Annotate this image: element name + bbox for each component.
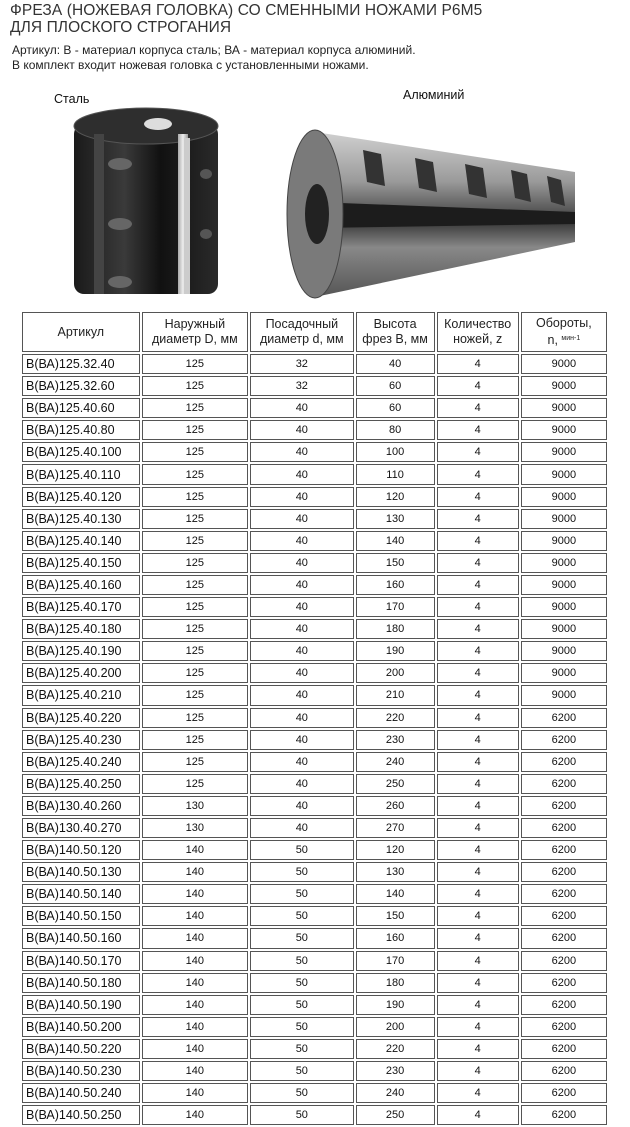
cell-rpm: 6200: [521, 1105, 607, 1125]
cell-knife-count: 4: [437, 796, 519, 816]
table-row: [22, 575, 607, 595]
cell-outer-diameter: 125: [142, 663, 248, 683]
cell-height: 190: [356, 641, 435, 661]
cell-height: 250: [356, 1105, 435, 1125]
table-row: [22, 531, 607, 551]
cell-article: В(ВА)125.40.210: [22, 685, 140, 705]
cell-rpm: 9000: [521, 619, 607, 639]
table-row: [22, 597, 607, 617]
cell-rpm: 6200: [521, 796, 607, 816]
table-row: [22, 840, 607, 860]
cell-outer-diameter: 140: [142, 906, 248, 926]
table-row: [22, 818, 607, 838]
cell-knife-count: 4: [437, 862, 519, 882]
cell-bore-diameter: 40: [250, 641, 353, 661]
cell-knife-count: 4: [437, 1017, 519, 1037]
cell-article: В(ВА)140.50.230: [22, 1061, 140, 1081]
cell-bore-diameter: 40: [250, 553, 353, 573]
cell-knife-count: 4: [437, 973, 519, 993]
cell-height: 180: [356, 973, 435, 993]
cell-rpm: 9000: [521, 575, 607, 595]
cell-rpm: 9000: [521, 464, 607, 484]
cell-rpm: 6200: [521, 995, 607, 1015]
cell-knife-count: 4: [437, 951, 519, 971]
cell-bore-diameter: 40: [250, 796, 353, 816]
cell-knife-count: 4: [437, 685, 519, 705]
cell-height: 100: [356, 442, 435, 462]
page-title: [10, 2, 625, 36]
cell-outer-diameter: 130: [142, 818, 248, 838]
header-bore-diameter: Посадочный диаметр d, мм: [250, 312, 353, 352]
header-rpm: Обороты, n, $^{мин-1}$: [521, 312, 607, 352]
cell-article: В(ВА)125.40.190: [22, 641, 140, 661]
cell-outer-diameter: 125: [142, 730, 248, 750]
cell-bore-diameter: 50: [250, 1105, 353, 1125]
cell-rpm: 9000: [521, 509, 607, 529]
cell-outer-diameter: 125: [142, 464, 248, 484]
cell-knife-count: 4: [437, 928, 519, 948]
cell-outer-diameter: 125: [142, 442, 248, 462]
cell-height: 250: [356, 774, 435, 794]
table-row: [22, 973, 607, 993]
cell-bore-diameter: 50: [250, 1061, 353, 1081]
cell-article: В(ВА)125.40.100: [22, 442, 140, 462]
cell-rpm: 9000: [521, 376, 607, 396]
cell-rpm: 6200: [521, 1017, 607, 1037]
description-line-1: Артикул: В - материал корпуса сталь; ВА - материал корпуса алюминий.: [12, 43, 416, 57]
cell-knife-count: 4: [437, 884, 519, 904]
cell-article: В(ВА)140.50.220: [22, 1039, 140, 1059]
cell-article: В(ВА)140.50.170: [22, 951, 140, 971]
cell-outer-diameter: 140: [142, 1039, 248, 1059]
cell-height: 170: [356, 951, 435, 971]
cell-knife-count: 4: [437, 509, 519, 529]
table-row: [22, 420, 607, 440]
cell-outer-diameter: 125: [142, 619, 248, 639]
table-row: [22, 398, 607, 418]
cell-bore-diameter: 40: [250, 420, 353, 440]
cell-knife-count: 4: [437, 420, 519, 440]
cell-knife-count: 4: [437, 398, 519, 418]
table-row: [22, 464, 607, 484]
cell-article: В(ВА)125.40.130: [22, 509, 140, 529]
cell-outer-diameter: 130: [142, 796, 248, 816]
aluminum-cutter-image: [285, 102, 590, 302]
cell-outer-diameter: 125: [142, 597, 248, 617]
table-row: [22, 1061, 607, 1081]
table-row: [22, 487, 607, 507]
cell-article: В(ВА)125.40.220: [22, 708, 140, 728]
title-line-1: ФРЕЗА (НОЖЕВАЯ ГОЛОВКА) СО СМЕННЫМИ НОЖАМИ Р6М5: [10, 2, 483, 19]
cell-outer-diameter: 140: [142, 1105, 248, 1125]
cell-bore-diameter: 40: [250, 575, 353, 595]
cell-article: В(ВА)125.40.240: [22, 752, 140, 772]
table-header-row: [22, 312, 607, 352]
table-row: [22, 354, 607, 374]
cell-bore-diameter: 40: [250, 685, 353, 705]
cell-knife-count: 4: [437, 1105, 519, 1125]
cell-article: В(ВА)140.50.130: [22, 862, 140, 882]
cell-outer-diameter: 125: [142, 685, 248, 705]
title-line-2: ДЛЯ ПЛОСКОГО СТРОГАНИЯ: [10, 19, 232, 36]
cell-knife-count: 4: [437, 840, 519, 860]
cell-outer-diameter: 140: [142, 951, 248, 971]
table-row: [22, 1017, 607, 1037]
cell-outer-diameter: 140: [142, 1061, 248, 1081]
cell-outer-diameter: 140: [142, 973, 248, 993]
cell-height: 190: [356, 995, 435, 1015]
cell-bore-diameter: 40: [250, 531, 353, 551]
cell-bore-diameter: 50: [250, 862, 353, 882]
cell-bore-diameter: 40: [250, 464, 353, 484]
cell-rpm: 6200: [521, 818, 607, 838]
cell-article: В(ВА)140.50.180: [22, 973, 140, 993]
cell-height: 270: [356, 818, 435, 838]
cell-height: 160: [356, 575, 435, 595]
cell-knife-count: 4: [437, 730, 519, 750]
cell-rpm: 9000: [521, 553, 607, 573]
cell-article: В(ВА)140.50.140: [22, 884, 140, 904]
cell-height: 200: [356, 663, 435, 683]
aluminum-caption: Алюминий: [403, 88, 465, 102]
cell-knife-count: 4: [437, 995, 519, 1015]
cell-article: В(ВА)125.40.110: [22, 464, 140, 484]
table-row: [22, 796, 607, 816]
cell-knife-count: 4: [437, 442, 519, 462]
cell-article: В(ВА)125.40.60: [22, 398, 140, 418]
cell-rpm: 6200: [521, 906, 607, 926]
cell-height: 80: [356, 420, 435, 440]
specs-table: [20, 310, 609, 1127]
cell-knife-count: 4: [437, 553, 519, 573]
table-row: [22, 951, 607, 971]
cell-outer-diameter: 125: [142, 752, 248, 772]
cell-height: 230: [356, 730, 435, 750]
cell-outer-diameter: 140: [142, 862, 248, 882]
cell-height: 140: [356, 884, 435, 904]
table-row: [22, 906, 607, 926]
cell-height: 60: [356, 398, 435, 418]
cell-outer-diameter: 140: [142, 928, 248, 948]
table-row: [22, 884, 607, 904]
cell-article: В(ВА)125.40.170: [22, 597, 140, 617]
cell-outer-diameter: 125: [142, 774, 248, 794]
cell-rpm: 9000: [521, 663, 607, 683]
cell-rpm: 6200: [521, 884, 607, 904]
cell-rpm: 9000: [521, 685, 607, 705]
cell-bore-diameter: 50: [250, 1039, 353, 1059]
cell-knife-count: 4: [437, 575, 519, 595]
cell-knife-count: 4: [437, 663, 519, 683]
cell-height: 120: [356, 840, 435, 860]
cell-article: В(ВА)125.40.230: [22, 730, 140, 750]
cell-outer-diameter: 125: [142, 509, 248, 529]
cell-knife-count: 4: [437, 464, 519, 484]
cell-knife-count: 4: [437, 619, 519, 639]
cell-rpm: 6200: [521, 752, 607, 772]
cell-rpm: 6200: [521, 862, 607, 882]
cell-height: 230: [356, 1061, 435, 1081]
cell-height: 40: [356, 354, 435, 374]
table-row: [22, 442, 607, 462]
header-height: Высота фрез B, мм: [356, 312, 435, 352]
cell-rpm: 9000: [521, 398, 607, 418]
cell-height: 210: [356, 685, 435, 705]
cell-rpm: 6200: [521, 951, 607, 971]
cell-bore-diameter: 40: [250, 730, 353, 750]
cell-knife-count: 4: [437, 597, 519, 617]
cell-height: 220: [356, 708, 435, 728]
cell-rpm: 9000: [521, 641, 607, 661]
cell-bore-diameter: 32: [250, 376, 353, 396]
cell-outer-diameter: 125: [142, 531, 248, 551]
cell-knife-count: 4: [437, 1083, 519, 1103]
cell-rpm: 6200: [521, 708, 607, 728]
cell-outer-diameter: 140: [142, 1017, 248, 1037]
cell-article: В(ВА)125.40.180: [22, 619, 140, 639]
cell-bore-diameter: 40: [250, 597, 353, 617]
cell-article: В(ВА)140.50.190: [22, 995, 140, 1015]
cell-bore-diameter: 40: [250, 398, 353, 418]
table-row: [22, 730, 607, 750]
table-row: [22, 708, 607, 728]
table-row: [22, 619, 607, 639]
cell-article: В(ВА)125.40.250: [22, 774, 140, 794]
cell-height: 260: [356, 796, 435, 816]
cell-rpm: 9000: [521, 354, 607, 374]
cell-height: 170: [356, 597, 435, 617]
cell-knife-count: 4: [437, 774, 519, 794]
cell-article: В(ВА)140.50.240: [22, 1083, 140, 1103]
cell-article: В(ВА)140.50.200: [22, 1017, 140, 1037]
cell-height: 110: [356, 464, 435, 484]
cell-article: В(ВА)140.50.160: [22, 928, 140, 948]
cell-knife-count: 4: [437, 906, 519, 926]
cell-knife-count: 4: [437, 376, 519, 396]
table-row: [22, 1083, 607, 1103]
cell-outer-diameter: 125: [142, 553, 248, 573]
cell-rpm: 6200: [521, 1061, 607, 1081]
cell-article: В(ВА)125.40.200: [22, 663, 140, 683]
cell-article: В(ВА)125.40.150: [22, 553, 140, 573]
cell-height: 150: [356, 906, 435, 926]
cell-outer-diameter: 125: [142, 420, 248, 440]
cell-bore-diameter: 40: [250, 509, 353, 529]
cell-rpm: 6200: [521, 973, 607, 993]
cell-knife-count: 4: [437, 354, 519, 374]
table-row: [22, 928, 607, 948]
cell-outer-diameter: 140: [142, 840, 248, 860]
cell-knife-count: 4: [437, 531, 519, 551]
description-line-2: В комплект входит ножевая головка с установленными ножами.: [12, 58, 369, 72]
cell-knife-count: 4: [437, 818, 519, 838]
cell-height: 200: [356, 1017, 435, 1037]
cell-bore-diameter: 50: [250, 840, 353, 860]
table-row: [22, 1039, 607, 1059]
cell-rpm: 9000: [521, 531, 607, 551]
cell-bore-diameter: 50: [250, 1083, 353, 1103]
steel-caption: Сталь: [54, 92, 90, 106]
header-outer-diameter: Наружный диаметр D, мм: [142, 312, 248, 352]
cell-knife-count: 4: [437, 1061, 519, 1081]
cell-rpm: 9000: [521, 420, 607, 440]
cell-outer-diameter: 140: [142, 884, 248, 904]
cell-knife-count: 4: [437, 1039, 519, 1059]
cell-knife-count: 4: [437, 752, 519, 772]
table-row: [22, 376, 607, 396]
cell-bore-diameter: 40: [250, 752, 353, 772]
cell-height: 130: [356, 862, 435, 882]
cell-height: 240: [356, 752, 435, 772]
table-row: [22, 995, 607, 1015]
cell-bore-diameter: 40: [250, 818, 353, 838]
cell-rpm: 6200: [521, 1039, 607, 1059]
cell-height: 160: [356, 928, 435, 948]
header-article: Артикул: [22, 312, 140, 352]
description: [12, 43, 416, 73]
cell-rpm: 6200: [521, 730, 607, 750]
cell-rpm: 9000: [521, 487, 607, 507]
cell-bore-diameter: 50: [250, 973, 353, 993]
cell-article: В(ВА)125.40.140: [22, 531, 140, 551]
steel-cutter-image: [66, 104, 226, 304]
cell-bore-diameter: 40: [250, 442, 353, 462]
cell-bore-diameter: 40: [250, 619, 353, 639]
cell-rpm: 6200: [521, 928, 607, 948]
cell-article: В(ВА)130.40.260: [22, 796, 140, 816]
cell-bore-diameter: 40: [250, 774, 353, 794]
cell-article: В(ВА)140.50.250: [22, 1105, 140, 1125]
table-row: [22, 1105, 607, 1125]
cell-bore-diameter: 50: [250, 995, 353, 1015]
cell-bore-diameter: 50: [250, 884, 353, 904]
cell-height: 220: [356, 1039, 435, 1059]
cell-article: В(ВА)140.50.150: [22, 906, 140, 926]
table-row: [22, 663, 607, 683]
cell-height: 60: [356, 376, 435, 396]
cell-bore-diameter: 40: [250, 663, 353, 683]
cell-article: В(ВА)140.50.120: [22, 840, 140, 860]
table-row: [22, 553, 607, 573]
cell-rpm: 6200: [521, 840, 607, 860]
cell-article: В(ВА)125.40.120: [22, 487, 140, 507]
table-row: [22, 685, 607, 705]
cell-outer-diameter: 125: [142, 376, 248, 396]
cell-article: В(ВА)130.40.270: [22, 818, 140, 838]
cell-height: 140: [356, 531, 435, 551]
cell-article: В(ВА)125.32.40: [22, 354, 140, 374]
cell-outer-diameter: 125: [142, 641, 248, 661]
cell-knife-count: 4: [437, 641, 519, 661]
cell-rpm: 6200: [521, 1083, 607, 1103]
cell-rpm: 6200: [521, 774, 607, 794]
table-row: [22, 862, 607, 882]
cell-bore-diameter: 50: [250, 906, 353, 926]
cell-rpm: 9000: [521, 597, 607, 617]
cell-article: В(ВА)125.40.80: [22, 420, 140, 440]
cell-outer-diameter: 140: [142, 1083, 248, 1103]
cell-outer-diameter: 125: [142, 575, 248, 595]
cell-outer-diameter: 140: [142, 995, 248, 1015]
cell-height: 130: [356, 509, 435, 529]
cell-bore-diameter: 32: [250, 354, 353, 374]
table-row: [22, 774, 607, 794]
table-row: [22, 509, 607, 529]
header-knife-count: Количество ножей, z: [437, 312, 519, 352]
cell-bore-diameter: 40: [250, 708, 353, 728]
cell-height: 180: [356, 619, 435, 639]
table-row: [22, 641, 607, 661]
cell-knife-count: 4: [437, 708, 519, 728]
cell-outer-diameter: 125: [142, 708, 248, 728]
cell-outer-diameter: 125: [142, 354, 248, 374]
cell-bore-diameter: 50: [250, 951, 353, 971]
cell-rpm: 9000: [521, 442, 607, 462]
cell-bore-diameter: 50: [250, 1017, 353, 1037]
cell-height: 240: [356, 1083, 435, 1103]
cell-height: 120: [356, 487, 435, 507]
cell-article: В(ВА)125.32.60: [22, 376, 140, 396]
cell-knife-count: 4: [437, 487, 519, 507]
cell-article: В(ВА)125.40.160: [22, 575, 140, 595]
cell-bore-diameter: 40: [250, 487, 353, 507]
cell-outer-diameter: 125: [142, 398, 248, 418]
table-row: [22, 752, 607, 772]
cell-height: 150: [356, 553, 435, 573]
cell-outer-diameter: 125: [142, 487, 248, 507]
cell-bore-diameter: 50: [250, 928, 353, 948]
